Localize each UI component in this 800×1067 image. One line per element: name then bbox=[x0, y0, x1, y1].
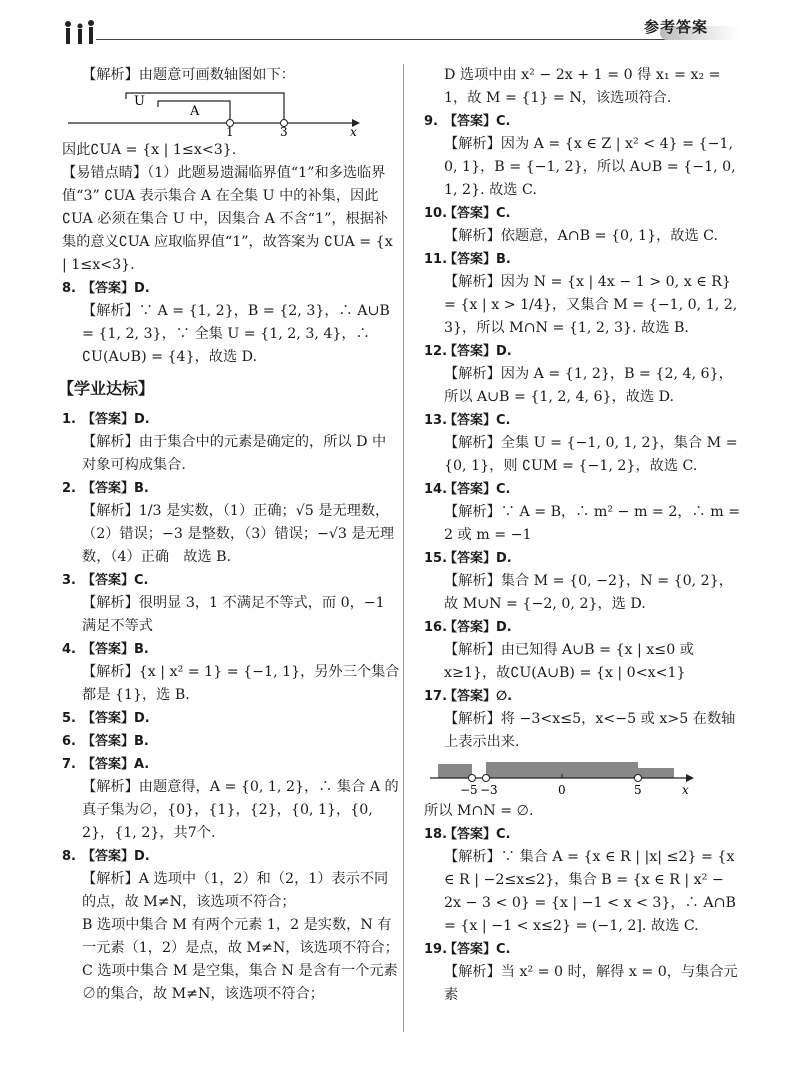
question-number: 1. bbox=[62, 412, 76, 427]
analysis-text: 【解析】由已知得 A∪B = {x | x≤0 或 x≥1}，故∁U(A∪B) = {x | 0<x<1} bbox=[444, 642, 694, 681]
question-number: 8. bbox=[62, 281, 76, 296]
answer-line bbox=[62, 730, 400, 753]
question-number: 6. bbox=[62, 734, 76, 749]
header-rule bbox=[96, 39, 670, 40]
answer: 【答案】A. bbox=[82, 757, 150, 772]
answer: 【答案】D. bbox=[444, 551, 512, 566]
fig2-axis-x: x bbox=[682, 783, 689, 797]
answer: 【答案】B. bbox=[444, 252, 511, 267]
answer-line bbox=[424, 340, 744, 363]
answer-line bbox=[424, 823, 744, 846]
question-number: 15. bbox=[424, 551, 448, 566]
answer-line bbox=[62, 277, 400, 300]
answer: 【答案】C. bbox=[444, 114, 511, 129]
column-divider bbox=[403, 64, 404, 1032]
analysis-text: 【解析】依题意，A∩B = {0, 1}，故选 C. bbox=[444, 228, 719, 244]
answer-line bbox=[62, 707, 400, 730]
right-column bbox=[424, 64, 744, 1007]
analysis-text: 【解析】∵ A = B，∴ m² − m = 2，∴ m = 2 或 m = −1 bbox=[444, 504, 741, 543]
answer-line bbox=[62, 753, 400, 776]
answer-line bbox=[424, 685, 744, 708]
analysis-text: 【解析】全集 U = {−1, 0, 1, 2}，集合 M = {0, 1}，则 ∁UM = {−1, 2}，故选 C. bbox=[444, 435, 738, 474]
answer: 【答案】B. bbox=[82, 481, 149, 496]
answer: 【答案】D. bbox=[82, 281, 150, 296]
answer-line bbox=[424, 248, 744, 271]
answer: 【答案】D. bbox=[82, 412, 150, 427]
answer: 【答案】D. bbox=[444, 620, 512, 635]
analysis-text: 【解析】{x | x² = 1} = {−1, 1}，另外三个集合都是 {1}，选 B. bbox=[82, 664, 400, 703]
answer: 【答案】C. bbox=[82, 573, 149, 588]
question-number: 5. bbox=[62, 711, 76, 726]
fig1-label-u: U bbox=[134, 94, 145, 109]
answer: 【答案】C. bbox=[444, 206, 511, 221]
analysis-text: 因此∁UA = {x | 1≤x<3}. bbox=[62, 142, 237, 158]
error-tip: 【易错点睛】（1）此题易遗漏临界值“1”和多选临界值“3” ∁UA 表示集合 A 在全集 U 中的补集，因此 ∁UA 必须在集合 U 中，因集合 A 不含“1”，根据补集的意义∁UA 应取临界值“1”，故答案为 ∁UA = {x | 1≤x<3}. bbox=[62, 165, 393, 273]
question-number: 10. bbox=[424, 206, 448, 221]
fig1-label-a: A bbox=[190, 104, 200, 119]
analysis-text: 【解析】将 −3<x≤5，x<−5 或 x>5 在数轴上表示出来. bbox=[444, 711, 736, 750]
answer-line bbox=[424, 409, 744, 432]
answer-line bbox=[424, 938, 744, 961]
answer-line bbox=[62, 845, 400, 868]
analysis-text: 【解析】A 选项中（1，2）和（2，1）表示不同的点，故 M≠N，该选项不符合； bbox=[82, 871, 389, 910]
analysis-text: 【解析】∵ A = {1, 2}，B = {2, 3}，∴ A∪B = {1, 2, 3}，∵ 全集 U = {1, 2, 3, 4}，∴ ∁U(A∪B) = {4}，故选 D. bbox=[82, 303, 390, 365]
answer-line bbox=[424, 478, 744, 501]
answer: 【答案】C. bbox=[444, 942, 511, 957]
answer-line bbox=[62, 638, 400, 661]
answer-line bbox=[62, 408, 400, 431]
answer: 【答案】C. bbox=[444, 482, 511, 497]
answer-line bbox=[62, 477, 400, 500]
question-number: 12. bbox=[424, 344, 448, 359]
answer: 【答案】C. bbox=[444, 413, 511, 428]
answer-line bbox=[424, 547, 744, 570]
analysis-text: 【解析】由题意得，A = {0, 1, 2}，∴ 集合 A 的真子集为∅，{0}，{1}，{2}，{0, 1}，{0, 2}，{1, 2}，共7个. bbox=[82, 779, 399, 841]
page-title: 参考答案 bbox=[643, 18, 708, 36]
analysis-text: 【解析】当 x² = 0 时，解得 x = 0，与集合元素 bbox=[444, 964, 738, 1003]
answer: 【答案】B. bbox=[82, 642, 149, 657]
analysis-text: 【解析】因为 A = {x ∈ Z | x² < 4} = {−1, 0, 1}，B = {−1, 2}，所以 A∪B = {−1, 0, 1, 2}. 故选 C. bbox=[444, 136, 736, 198]
analysis-text: 【解析】1/3 是实数，（1）正确；√5 是无理数，（2）错误；−3 是整数，（3）错误；−√3 是无理数，（4）正确 故选 B. bbox=[82, 503, 395, 565]
answer: 【答案】D. bbox=[444, 344, 512, 359]
fig2-tick-5: 5 bbox=[634, 783, 642, 797]
question-number: 18. bbox=[424, 827, 448, 842]
analysis-text: 【解析】因为 N = {x | 4x − 1 > 0, x ∈ R} = {x | x > 1/4}，又集合 M = {−1, 0, 1, 2, 3}，所以 M∩N = {1, 2, 3}. 故选 B. bbox=[444, 274, 738, 336]
question-number: 13. bbox=[424, 413, 448, 428]
question-number: 3. bbox=[62, 573, 76, 588]
number-line-figure-2 bbox=[424, 756, 704, 798]
family-logo-icon bbox=[60, 20, 100, 46]
question-number: 9. bbox=[424, 114, 438, 129]
analysis-text: 【解析】集合 M = {0, −2}，N = {0, 2}，故 M∪N = {−2, 0, 2}，选 D. bbox=[444, 573, 733, 612]
answer-line bbox=[424, 110, 744, 133]
question-number: 19. bbox=[424, 942, 448, 957]
answer: 【答案】∅. bbox=[444, 689, 513, 704]
left-column bbox=[58, 64, 400, 1006]
question-number: 17. bbox=[424, 689, 448, 704]
fig1-tick-1: 1 bbox=[226, 125, 234, 137]
fig1-axis-x: x bbox=[350, 125, 357, 137]
analysis-text: 【解析】很明显 3，1 不满足不等式，而 0，−1 满足不等式 bbox=[82, 595, 385, 634]
answer: 【答案】D. bbox=[82, 711, 150, 726]
analysis-text: 【解析】由题意可画数轴图如下： bbox=[82, 67, 295, 83]
fig1-tick-3: 3 bbox=[280, 125, 288, 137]
question-number: 16. bbox=[424, 620, 448, 635]
answer-line bbox=[424, 202, 744, 225]
analysis-text: D 选项中由 x² − 2x + 1 = 0 得 x₁ = x₂ = 1，故 M = {1} = N，该选项符合. bbox=[444, 67, 721, 106]
fig2-tick-neg5: −5 bbox=[460, 783, 478, 797]
answer: 【答案】D. bbox=[82, 849, 150, 864]
answer: 【答案】B. bbox=[82, 734, 149, 749]
question-number: 14. bbox=[424, 482, 448, 497]
answer-line bbox=[424, 616, 744, 639]
analysis-text: 所以 M∩N = ∅. bbox=[424, 803, 534, 819]
question-number: 4. bbox=[62, 642, 76, 657]
section-title: 【学业达标】 bbox=[58, 379, 155, 398]
analysis-text: C 选项中集合 M 是空集，集合 N 是含有一个元素∅的集合，故 M≠N，该选项不符合； bbox=[82, 963, 398, 1002]
analysis-text: 【解析】由于集合中的元素是确定的，所以 D 中对象可构成集合. bbox=[82, 434, 387, 473]
question-number: 11. bbox=[424, 252, 448, 267]
number-line-figure-1 bbox=[62, 89, 362, 137]
analysis-text: B 选项中集合 M 有两个元素 1，2 是实数，N 有一元素（1，2）是点，故 M≠N，该选项不符合； bbox=[82, 917, 399, 956]
fig2-tick-0: 0 bbox=[558, 783, 566, 797]
answer: 【答案】C. bbox=[444, 827, 511, 842]
analysis-text: 【解析】因为 A = {1, 2}，B = {2, 4, 6}，所以 A∪B = {1, 2, 4, 6}，故选 D. bbox=[444, 366, 733, 405]
question-number: 8. bbox=[62, 849, 76, 864]
answer-line bbox=[62, 569, 400, 592]
question-number: 7. bbox=[62, 757, 76, 772]
question-number: 2. bbox=[62, 481, 76, 496]
page-header bbox=[0, 0, 800, 56]
analysis-text: 【解析】∵ 集合 A = {x ∈ R | |x| ≤2} = {x ∈ R | −2≤x≤2}，集合 B = {x ∈ R | x² − 2x − 3 < 0} = {x | −1 < x < 3}，∴ A∩B = {x | −1 < x≤2} = (−1, 2]. 故选 C. bbox=[444, 849, 736, 934]
fig2-tick-neg3: −3 bbox=[480, 783, 498, 797]
